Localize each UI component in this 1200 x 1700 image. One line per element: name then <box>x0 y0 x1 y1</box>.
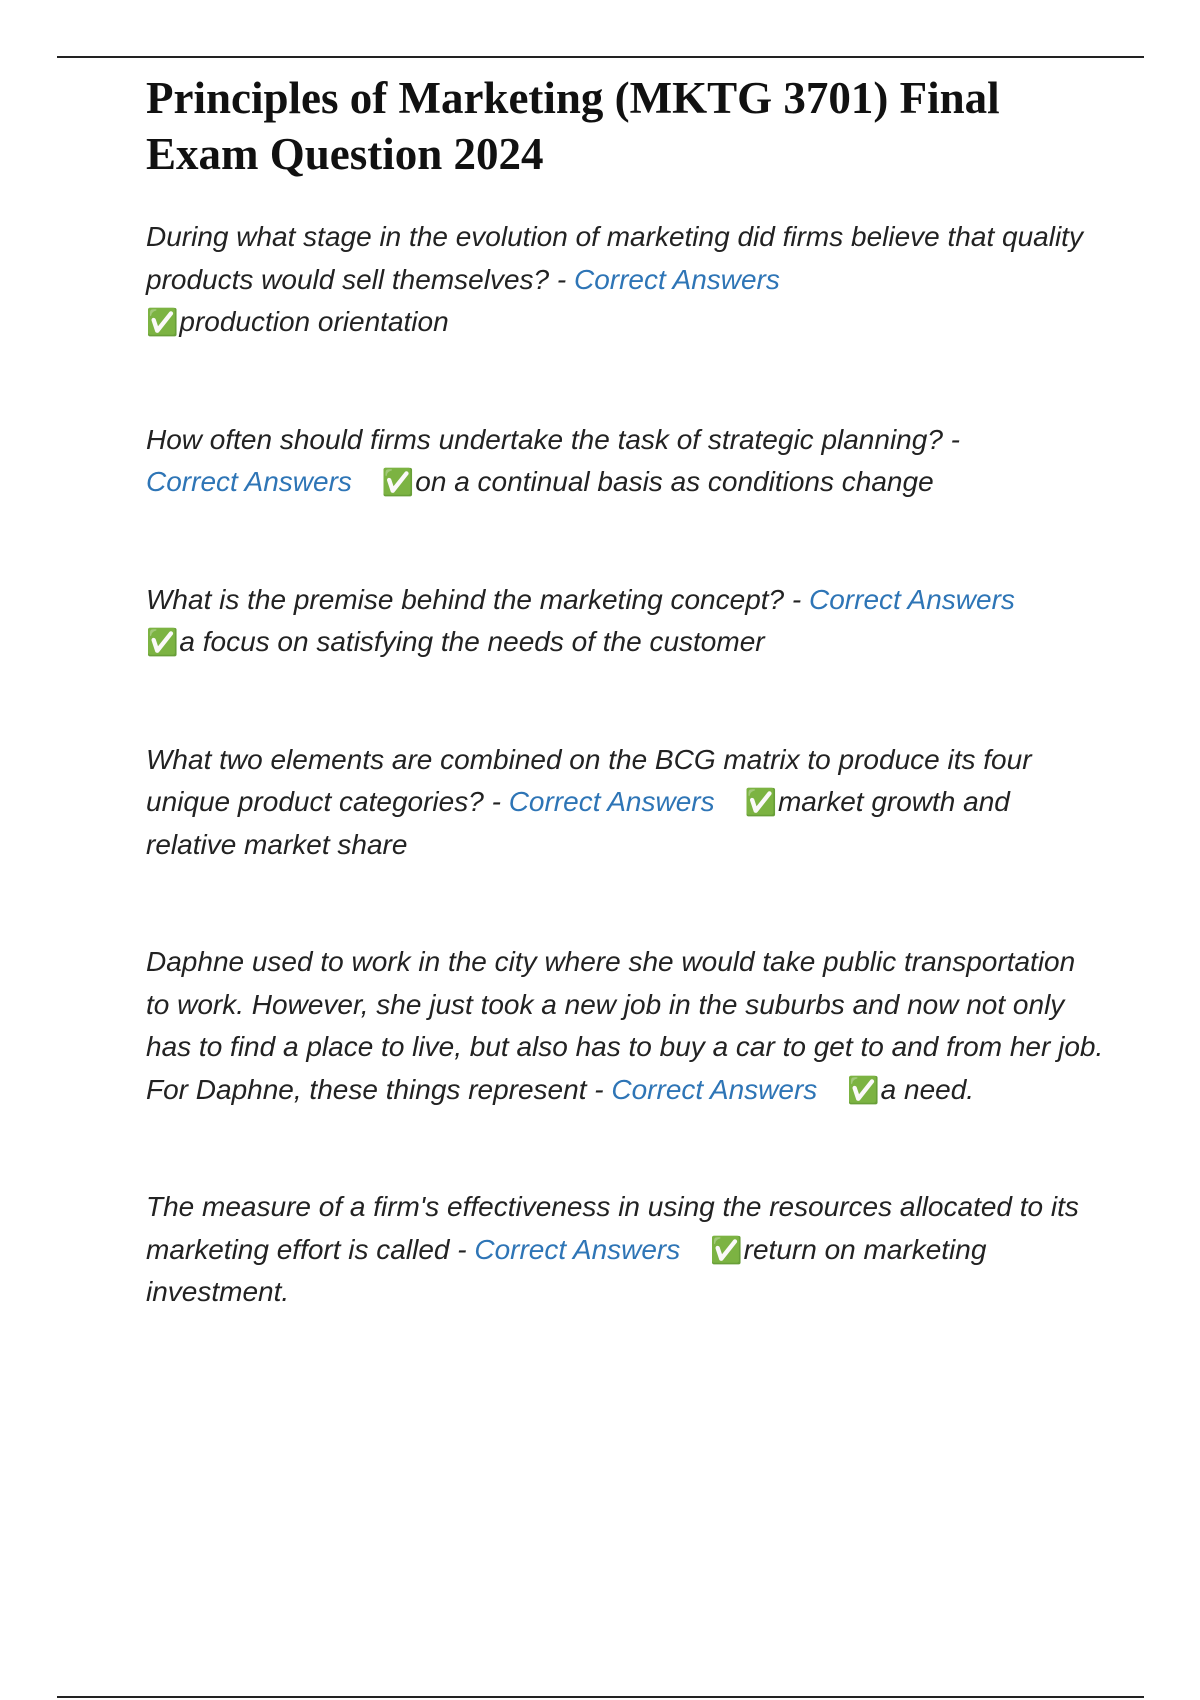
answer-text: market growth and relative market share <box>146 786 1010 860</box>
question-text: How often should firms undertake the task of strategic planning? <box>146 423 943 455</box>
document-title: Principles of Marketing (MKTG 3701) Final Exam Question 2024 <box>146 73 1000 179</box>
top-rule <box>57 56 1144 58</box>
qa-item: The measure of a firm's effectiveness in using the resources allocated to its marketing effort is called - Correct Answers ✅return on marketing investment. <box>146 1191 1079 1307</box>
correct-answers-label: Correct Answers <box>146 466 352 497</box>
check-icon: ✅ <box>381 467 415 497</box>
qa-item: What is the premise behind the marketing concept? - Correct Answers ✅a focus on satisfying the needs of the customer <box>146 579 1106 664</box>
qa-item: What two elements are combined on the BCG matrix to produce its four unique product categories? - Correct Answers ✅market growth and relative market share <box>146 743 1032 860</box>
check-icon: ✅ <box>744 787 777 817</box>
answer-text: return on marketing investment. <box>146 1233 987 1307</box>
check-icon: ✅ <box>146 627 179 657</box>
question-text: The measure of a firm's effectiveness in using the resources allocated to its marketing effort is called <box>146 1191 1079 1265</box>
check-icon: ✅ <box>847 1074 880 1105</box>
document-page <box>146 70 1106 1389</box>
check-icon: ✅ <box>710 1234 743 1265</box>
correct-answers-label: Correct Answers <box>573 263 780 295</box>
answer-text: a need. <box>880 1073 975 1105</box>
answer-text: on a continual basis as conditions change <box>415 466 934 497</box>
correct-answers-label: Correct Answers <box>809 583 1015 615</box>
question-text: Daphne used to work in the city where she would take public transportation to work. However, she just took a new job in the suburbs and now not only has to find a place to live, but also has to buy a car to get to and from her job. For Daphne, these things represent <box>146 946 1104 1105</box>
question-text: What two elements are combined on the BCG matrix to produce its four unique product categories? <box>146 743 1032 817</box>
check-icon: ✅ <box>146 307 179 337</box>
question-text: What is the premise behind the marketing concept? <box>146 583 785 615</box>
correct-answers-label: Correct Answers <box>611 1073 818 1105</box>
qa-item: Daphne used to work in the city where she would take public transportation to work. However, she just took a new job in the suburbs and now not only has to find a place to live, but also has to buy a car to get to and from her job. For Daphne, these things represent - Correct Answers ✅a need. <box>146 941 1106 1111</box>
qa-item: How often should firms undertake the task of strategic planning? - Correct Answers ✅on a continual basis as conditions change <box>146 419 1106 504</box>
qa-item: During what stage in the evolution of marketing did firms believe that quality products would sell themselves? - Correct Answers ✅production orientation <box>146 216 1106 344</box>
answer-text: a focus on satisfying the needs of the customer <box>179 626 765 657</box>
question-text: During what stage in the evolution of marketing did firms believe that quality products would sell themselves? <box>146 221 1083 295</box>
bottom-rule <box>57 1696 1144 1698</box>
correct-answers-label: Correct Answers <box>474 1233 681 1265</box>
answer-text: production orientation <box>179 306 449 337</box>
correct-answers-label: Correct Answers <box>508 786 715 817</box>
